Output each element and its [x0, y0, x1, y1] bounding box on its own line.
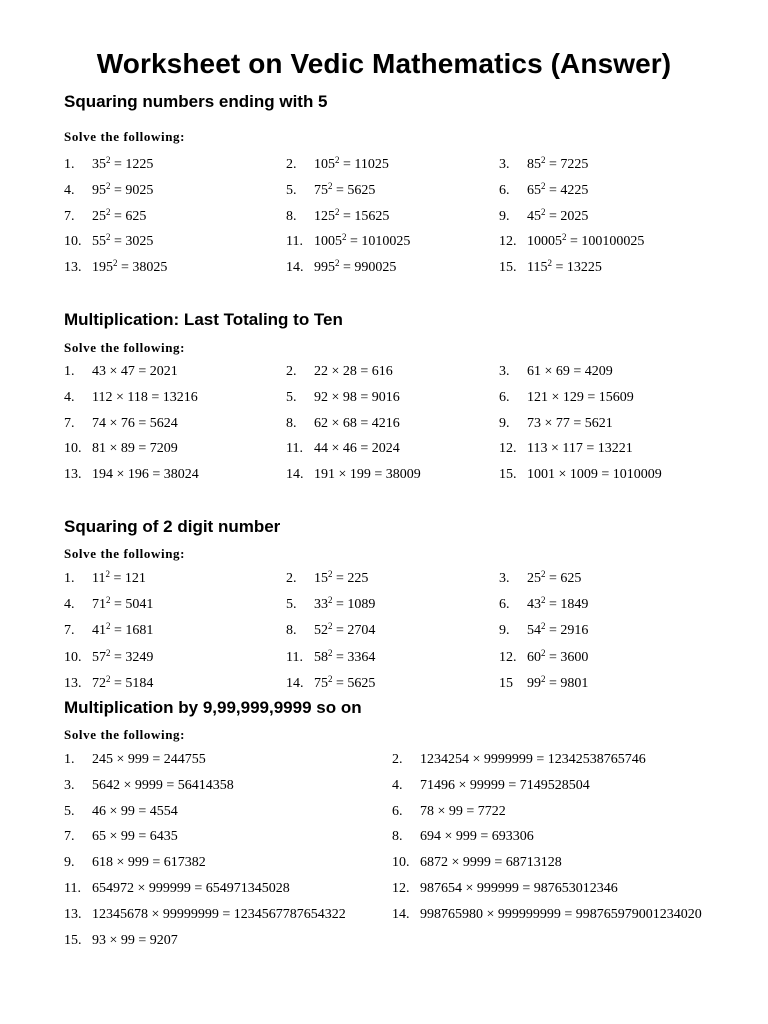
problem-number: 8.	[286, 208, 297, 224]
problem-answer: = 3600	[545, 649, 589, 665]
problem-expression: 694 × 999 = 693306	[420, 829, 534, 845]
problem-item	[64, 157, 153, 173]
problem-number: 1.	[64, 571, 75, 586]
problem-number: 8.	[392, 829, 403, 845]
problem-item	[499, 597, 588, 613]
problem-item	[499, 206, 589, 225]
problem-answer: = 1010025	[346, 234, 411, 250]
problem-expression: 58	[314, 649, 328, 665]
exponent: 2	[113, 258, 118, 269]
exponent: 2	[562, 232, 567, 243]
problem-item	[499, 647, 589, 666]
problem-expression: 75	[314, 675, 328, 691]
problem-answer: = 38025	[117, 260, 168, 276]
problem-number: 5.	[286, 389, 297, 405]
problem-item	[64, 441, 178, 457]
problem-answer: = 9025	[110, 182, 154, 198]
problem-number: 13.	[64, 906, 82, 922]
problem-answer: = 9801	[545, 675, 589, 691]
problem-expression: 43	[527, 597, 541, 613]
page-title: Worksheet on Vedic Mathematics (Answer)	[96, 48, 672, 79]
problem-number: 15.	[499, 260, 517, 276]
problem-number: 1.	[64, 752, 75, 767]
exponent: 2	[547, 258, 552, 269]
problem-answer: = 4225	[545, 182, 589, 198]
problem-number: 5.	[64, 803, 75, 819]
exponent: 2	[328, 621, 333, 632]
problem-number: 11.	[286, 441, 303, 457]
section-heading: Multiplication by 9,99,999,9999 so on	[64, 698, 362, 717]
problem-item	[286, 260, 396, 276]
problem-expression: 22 × 28 = 616	[314, 364, 393, 379]
problem-expression: 55	[92, 234, 106, 250]
problem-expression: 115	[527, 260, 548, 276]
problem-number: 3.	[499, 571, 510, 586]
problem-number: 8.	[286, 623, 297, 639]
problem-answer: = 3025	[110, 234, 154, 250]
problem-item	[64, 804, 178, 820]
problem-item	[64, 881, 290, 897]
problem-item	[286, 597, 375, 613]
problem-item	[286, 647, 376, 666]
problem-item	[64, 623, 153, 639]
problem-number: 2.	[286, 157, 297, 172]
problem-expression: 62 × 68 = 4216	[314, 415, 400, 431]
problem-item	[286, 673, 376, 692]
problem-item	[64, 180, 154, 199]
exponent: 2	[328, 180, 333, 191]
problem-expression: 65 × 99 = 6435	[92, 829, 178, 845]
problem-number: 5.	[286, 182, 297, 198]
problem-item	[64, 933, 178, 949]
problem-number: 7.	[64, 623, 75, 639]
problem-answer: = 1089	[332, 597, 376, 613]
problem-item	[392, 752, 646, 768]
problem-answer: = 1849	[545, 597, 589, 613]
exponent: 2	[106, 232, 111, 243]
problem-expression: 73 × 77 = 5621	[527, 415, 613, 431]
problem-item	[499, 571, 581, 587]
problem-number: 14.	[286, 260, 304, 276]
problem-item	[286, 623, 375, 639]
problem-number: 13.	[64, 260, 82, 276]
problem-item	[286, 390, 400, 406]
problem-answer: = 2916	[545, 623, 589, 639]
problem-item	[286, 206, 390, 225]
problem-item	[286, 180, 376, 199]
problem-expression: 245 × 999 = 244755	[92, 752, 206, 767]
problem-item	[392, 881, 618, 897]
problem-number: 2.	[286, 571, 297, 586]
problem-number: 14.	[286, 467, 304, 483]
problem-expression: 194 × 196 = 38024	[92, 467, 199, 483]
section-instruction: Solve the following:	[64, 546, 186, 561]
problem-number: 4.	[64, 389, 75, 405]
problem-expression: 35	[92, 157, 106, 172]
problem-number: 10.	[64, 234, 82, 250]
problem-item	[64, 907, 346, 923]
problem-item	[64, 752, 206, 768]
problem-number: 15.	[64, 932, 82, 948]
problem-item	[64, 467, 199, 483]
problem-item	[499, 390, 634, 406]
problem-item	[286, 416, 400, 432]
exponent: 2	[541, 206, 546, 217]
problem-item	[499, 416, 613, 432]
problem-expression: 41	[92, 623, 106, 639]
problem-item	[286, 571, 368, 587]
problem-item	[286, 157, 389, 173]
problem-number: 8.	[286, 415, 297, 431]
problem-answer: = 1681	[110, 623, 154, 639]
problem-item	[64, 260, 167, 276]
exponent: 2	[328, 647, 333, 658]
problem-number: 7.	[64, 415, 75, 431]
problem-expression: 33	[314, 597, 328, 613]
problem-number: 12.	[499, 441, 517, 457]
problem-answer: = 3364	[332, 649, 376, 665]
problem-expression: 60	[527, 649, 541, 665]
problem-item	[64, 855, 206, 871]
problem-answer: = 7225	[545, 157, 589, 172]
problem-number: 11.	[64, 881, 81, 896]
section-instruction: Solve the following:	[64, 340, 186, 355]
problem-answer: = 225	[332, 571, 369, 586]
problem-number: 9.	[64, 855, 75, 871]
problem-expression: 74 × 76 = 5624	[92, 415, 178, 431]
problem-item	[64, 673, 154, 692]
problem-expression: 995	[314, 260, 335, 276]
problem-number: 1.	[64, 157, 75, 172]
problem-expression: 95	[92, 182, 106, 198]
problem-answer: = 2025	[545, 208, 589, 224]
problem-item	[64, 597, 153, 613]
exponent: 2	[541, 180, 546, 191]
problem-item	[499, 260, 602, 276]
problem-expression: 72	[92, 675, 106, 691]
problem-answer: = 625	[110, 208, 147, 224]
problem-item	[499, 180, 589, 199]
problem-number: 4.	[392, 777, 403, 793]
problem-expression: 25	[92, 208, 106, 224]
problem-expression: 10005	[527, 234, 562, 250]
problem-expression: 1001 × 1009 = 1010009	[527, 467, 662, 483]
exponent: 2	[328, 569, 333, 579]
problem-answer: = 13225	[551, 260, 602, 276]
problem-expression: 46 × 99 = 4554	[92, 803, 178, 819]
problem-expression: 92 × 98 = 9016	[314, 389, 400, 405]
problem-number: 10.	[64, 441, 82, 457]
problem-expression: 99	[527, 675, 541, 691]
exponent: 2	[541, 673, 546, 684]
exponent: 2	[335, 155, 340, 165]
problem-number: 3.	[64, 777, 75, 793]
problem-answer: = 15625	[339, 208, 390, 224]
problem-expression: 998765980 × 999999999 = 998765979001234020	[420, 906, 702, 922]
problem-answer: = 1225	[110, 157, 154, 172]
problem-expression: 15	[314, 571, 328, 586]
problem-answer: = 625	[545, 571, 582, 586]
problem-item	[499, 673, 589, 692]
exponent: 2	[541, 621, 546, 632]
problem-item	[392, 778, 590, 794]
exponent: 2	[105, 569, 110, 579]
problem-number: 6.	[499, 182, 510, 198]
problem-answer: = 100100025	[566, 234, 645, 250]
exponent: 2	[106, 180, 111, 191]
problem-number: 14.	[286, 675, 304, 691]
problem-expression: 54	[527, 623, 541, 639]
problem-number: 6.	[499, 597, 510, 613]
problem-expression: 57	[92, 649, 106, 665]
problem-answer: = 5625	[332, 182, 376, 198]
problem-item	[286, 467, 421, 483]
problem-expression: 93 × 99 = 9207	[92, 932, 178, 948]
problem-expression: 1005	[314, 234, 342, 250]
exponent: 2	[106, 621, 111, 632]
problem-item	[499, 234, 644, 250]
problem-expression: 191 × 199 = 38009	[314, 467, 421, 483]
problem-expression: 12345678 × 99999999 = 1234567787654322	[92, 906, 346, 922]
problem-number: 11.	[286, 234, 303, 250]
problem-item	[64, 364, 178, 380]
problem-number: 12.	[499, 234, 517, 250]
problem-number: 6.	[499, 389, 510, 405]
problem-item	[64, 390, 198, 406]
problem-number: 9.	[499, 415, 510, 431]
problem-expression: 65	[527, 182, 541, 198]
problem-item	[64, 206, 147, 225]
problem-item	[499, 441, 633, 457]
exponent: 2	[106, 647, 111, 658]
problem-expression: 85	[527, 157, 541, 172]
problem-answer: = 5625	[332, 675, 376, 691]
exponent: 2	[335, 206, 340, 217]
problem-item	[286, 364, 393, 380]
problem-expression: 1234254 × 9999999 = 12342538765746	[420, 752, 646, 767]
exponent: 2	[335, 258, 340, 269]
problem-expression: 618 × 999 = 617382	[92, 855, 206, 871]
problem-item	[64, 647, 154, 666]
exponent: 2	[106, 595, 111, 606]
problem-number: 1.	[64, 364, 75, 379]
problem-item	[392, 855, 562, 871]
problem-number: 10.	[64, 649, 82, 665]
problem-item	[392, 804, 506, 820]
exponent: 2	[328, 673, 333, 684]
problem-expression: 45	[527, 208, 541, 224]
exponent: 2	[106, 155, 111, 165]
problem-number: 6.	[392, 803, 403, 819]
problem-number: 12.	[392, 881, 410, 896]
problem-number: 3.	[499, 364, 510, 379]
problem-expression: 11	[92, 571, 106, 586]
problem-number: 9.	[499, 208, 510, 224]
problem-number: 15	[499, 675, 513, 691]
problem-answer: = 5041	[110, 597, 154, 613]
problem-expression: 81 × 89 = 7209	[92, 441, 178, 457]
problem-expression: 71496 × 99999 = 7149528504	[420, 777, 590, 793]
exponent: 2	[342, 232, 347, 243]
problem-expression: 78 × 99 = 7722	[420, 803, 506, 819]
problem-expression: 987654 × 999999 = 987653012346	[420, 881, 618, 896]
problem-number: 7.	[64, 829, 75, 845]
problem-item	[64, 571, 146, 587]
problem-number: 4.	[64, 597, 75, 613]
problem-expression: 61 × 69 = 4209	[527, 364, 613, 379]
section-instruction: Solve the following:	[64, 727, 186, 742]
problem-expression: 125	[314, 208, 335, 224]
exponent: 2	[541, 569, 546, 579]
section-heading: Multiplication: Last Totaling to Ten	[64, 310, 343, 329]
problem-number: 14.	[392, 906, 410, 922]
problem-answer: = 11025	[339, 157, 389, 172]
problem-expression: 195	[92, 260, 113, 276]
problem-item	[499, 623, 588, 639]
problem-expression: 654972 × 999999 = 654971345028	[92, 881, 290, 896]
section-heading: Squaring of 2 digit number	[64, 517, 281, 536]
exponent: 2	[106, 673, 111, 684]
problem-answer: = 3249	[110, 649, 154, 665]
problem-item	[64, 416, 178, 432]
problem-number: 9.	[499, 623, 510, 639]
problem-number: 13.	[64, 675, 82, 691]
problem-number: 11.	[286, 649, 303, 665]
problem-number: 13.	[64, 467, 82, 483]
exponent: 2	[328, 595, 333, 606]
problem-answer: = 2704	[332, 623, 376, 639]
problem-item	[392, 829, 534, 845]
problem-expression: 121 × 129 = 15609	[527, 389, 634, 405]
exponent: 2	[106, 206, 111, 217]
problem-expression: 113 × 117 = 13221	[527, 441, 633, 457]
problem-expression: 112 × 118 = 13216	[92, 389, 198, 405]
exponent: 2	[541, 595, 546, 606]
problem-item	[499, 364, 613, 380]
problem-number: 4.	[64, 182, 75, 198]
problem-item	[64, 778, 234, 794]
problem-expression: 25	[527, 571, 541, 586]
problem-number: 3.	[499, 157, 510, 172]
problem-expression: 43 × 47 = 2021	[92, 364, 178, 379]
problem-number: 15.	[499, 467, 517, 483]
exponent: 2	[541, 647, 546, 658]
section-heading: Squaring numbers ending with 5	[64, 92, 328, 111]
problem-number: 5.	[286, 597, 297, 613]
problem-number: 7.	[64, 208, 75, 224]
exponent: 2	[541, 155, 546, 165]
problem-item	[286, 234, 410, 250]
problem-expression: 75	[314, 182, 328, 198]
problem-number: 10.	[392, 855, 410, 871]
problem-answer: = 5184	[110, 675, 154, 691]
problem-item	[286, 441, 400, 457]
problem-item	[64, 234, 153, 250]
problem-expression: 5642 × 9999 = 56414358	[92, 777, 234, 793]
problem-item	[499, 467, 662, 483]
problem-item	[499, 157, 588, 173]
section-instruction: Solve the following:	[64, 129, 186, 144]
problem-expression: 71	[92, 597, 106, 613]
problem-number: 2.	[392, 752, 403, 767]
problem-item	[392, 907, 702, 923]
problem-number: 2.	[286, 364, 297, 379]
problem-expression: 6872 × 9999 = 68713128	[420, 855, 562, 871]
problem-answer: = 990025	[339, 260, 397, 276]
problem-item	[64, 829, 178, 845]
problem-number: 12.	[499, 649, 517, 665]
problem-expression: 44 × 46 = 2024	[314, 441, 400, 457]
problem-expression: 52	[314, 623, 328, 639]
problem-expression: 105	[314, 157, 335, 172]
problem-answer: = 121	[109, 571, 146, 586]
